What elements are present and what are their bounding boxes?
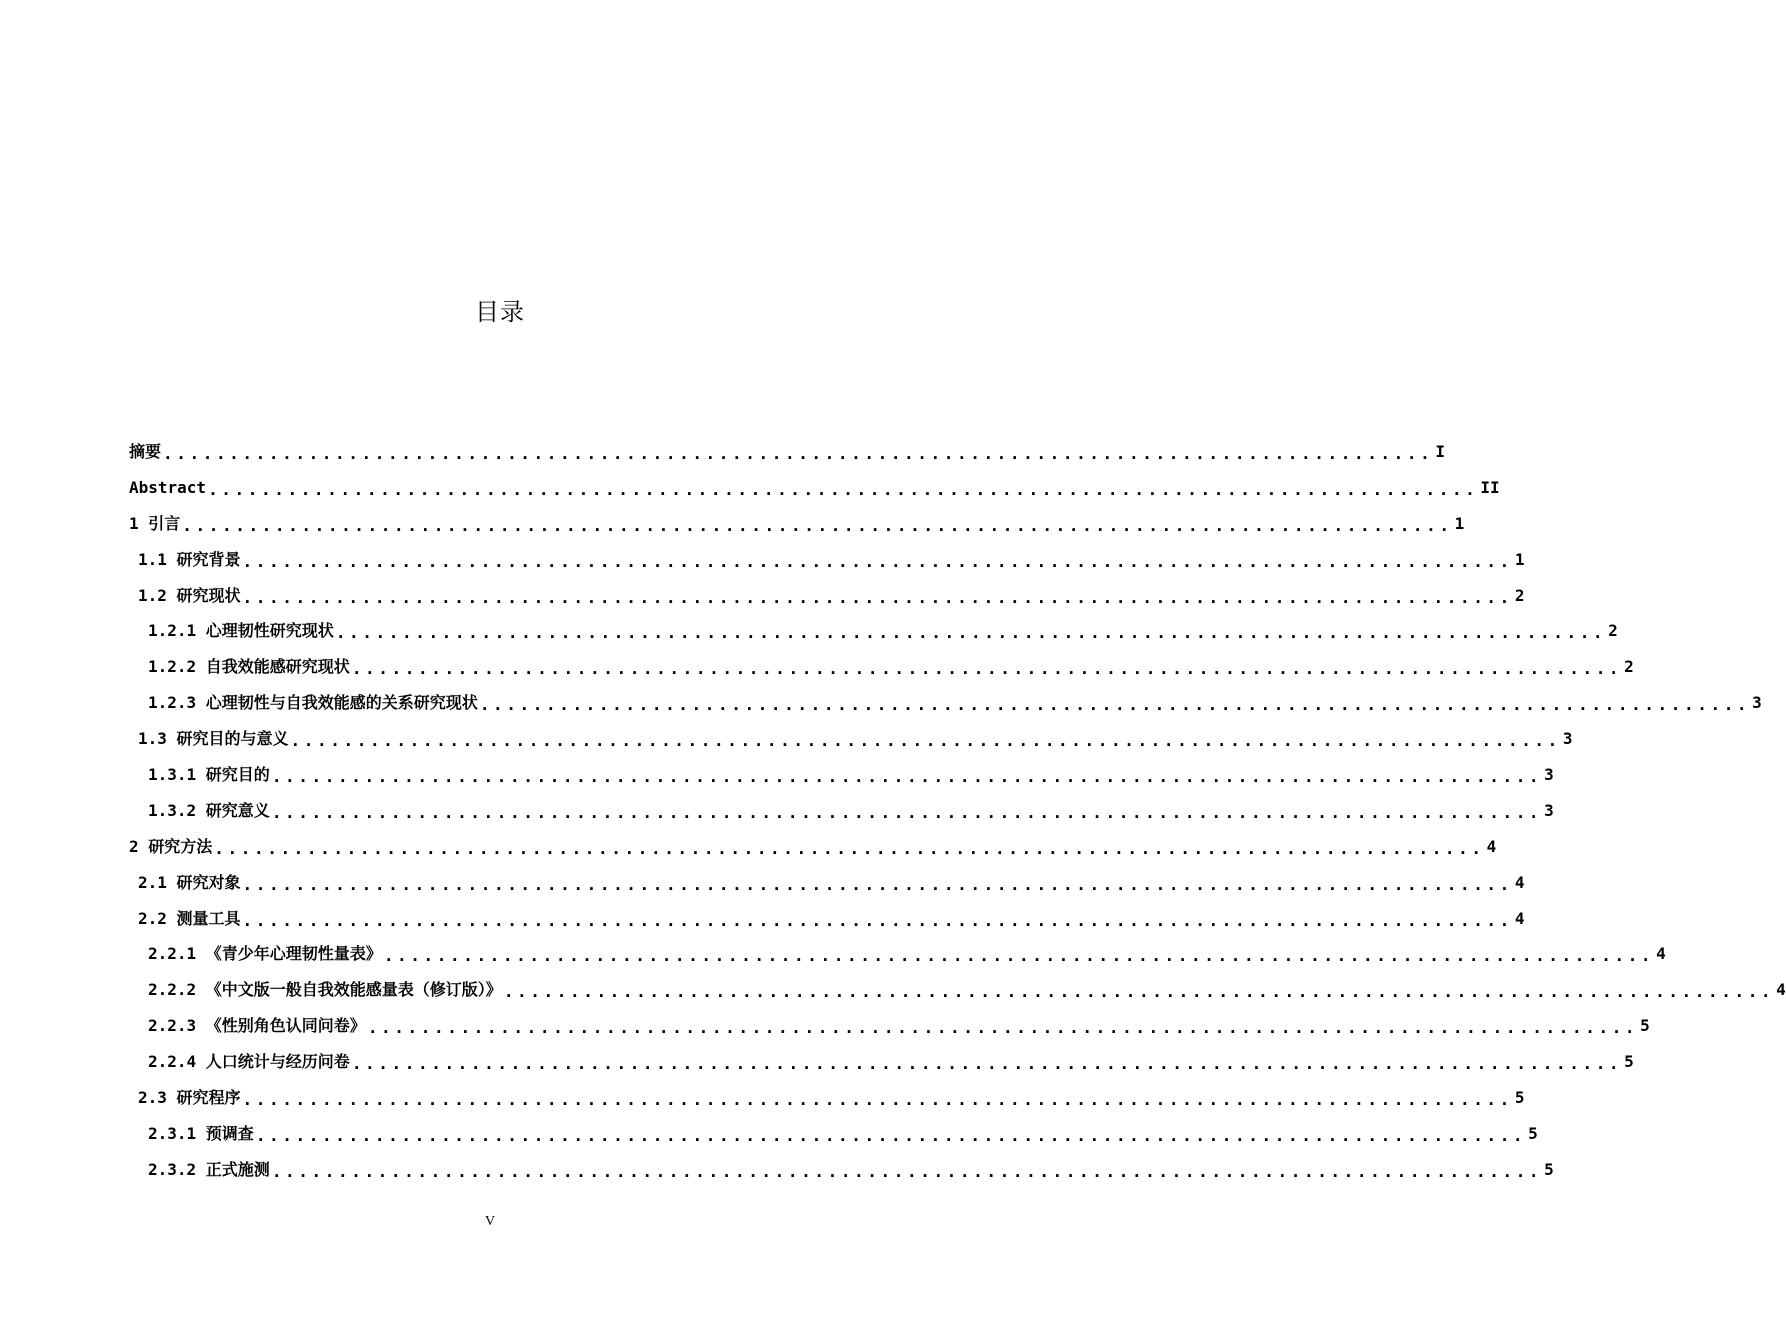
toc-entry-label: 1.3 研究目的与意义 [138,729,289,749]
toc-entry[interactable] [129,470,1500,506]
toc-entry-page: 3 [1544,764,1554,784]
toc-entry[interactable] [129,901,1525,937]
toc-entry[interactable] [129,685,1762,721]
toc-dot-leader: ................................................................................................ [271,1161,1543,1181]
toc-entry-label: 2.2.3 《性别角色认同问卷》 [148,1016,366,1036]
toc-entry[interactable] [129,1116,1538,1152]
toc-entry-label: 2.2 测量工具 [138,908,241,928]
toc-dot-leader: ................................................................................................ [351,1054,1623,1074]
toc-entry-page: 4 [1776,980,1786,1000]
toc-entry[interactable] [129,829,1497,865]
toc-entry-page: 4 [1514,872,1525,892]
toc-dot-leader: ................................................................................................ [271,766,1543,786]
toc-entry-label: 1.2.2 自我效能感研究现状 [148,657,350,677]
toc-dot-leader: ................................................................................................ [479,695,1751,715]
page-title: 目录 [475,298,525,326]
toc-entry[interactable] [129,1152,1554,1188]
toc-entry-page: 5 [1624,1052,1634,1072]
toc-entry[interactable] [129,757,1554,793]
toc-entry-page: 5 [1514,1087,1525,1107]
toc-dot-leader: ................................................................................................ [182,515,1453,535]
toc-dot-leader: ................................................................................................ [367,1018,1639,1038]
toc-entry-page: 2 [1608,621,1618,641]
toc-entry-page: 3 [1752,693,1762,713]
toc-entry[interactable] [129,613,1618,649]
toc-dot-leader: ................................................................................................ [242,1089,1513,1109]
toc-entry[interactable] [129,936,1666,972]
toc-entry-page: 4 [1656,944,1666,964]
toc-entry-label: 2.2.2 《中文版一般自我效能感量表（修订版）》 [148,980,502,1000]
toc-entry-label: 2.3 研究程序 [138,1087,241,1107]
toc-entry-label: 1.2.3 心理韧性与自我效能感的关系研究现状 [148,693,478,713]
toc-entry-page: 1 [1454,513,1465,533]
toc-dot-leader: ................................................................................................ [335,623,1607,643]
toc-entry-page: 5 [1528,1123,1538,1143]
toc-entry-label: 1.2 研究现状 [138,585,241,605]
toc-entry[interactable] [129,1008,1650,1044]
toc-entry[interactable] [129,793,1554,829]
toc-dot-leader: ................................................................................................ [383,946,1655,966]
toc-dot-leader: ................................................................................................ [214,838,1485,858]
toc-entry[interactable] [129,649,1634,685]
toc-dot-leader: ................................................................................................ [271,802,1543,822]
toc-entry[interactable] [129,506,1465,542]
toc-entry-label: 摘要 [129,441,162,461]
toc-dot-leader: ................................................................................................ [242,551,1513,571]
page-number: V [484,1214,496,1229]
toc-entry-label: Abstract [129,477,207,497]
toc-entry-label: 2 研究方法 [129,836,213,856]
toc-entry-page: 2 [1624,657,1634,677]
toc-entry[interactable] [129,542,1525,578]
toc-entry-page: 4 [1486,836,1497,856]
toc-entry-page: 3 [1562,729,1573,749]
toc-entry-label: 1 引言 [129,513,181,533]
toc-dot-leader: ................................................................................................ [503,982,1775,1002]
toc-entry[interactable] [129,865,1525,901]
toc-entry[interactable] [129,721,1573,757]
toc-entry-label: 1.3.2 研究意义 [148,800,270,820]
toc-entry-label: 1.1 研究背景 [138,549,241,569]
toc-entry-page: 1 [1514,549,1525,569]
toc-dot-leader: ................................................................................................ [290,731,1561,751]
toc-entry-label: 2.2.4 人口统计与经历问卷 [148,1052,350,1072]
toc-dot-leader: ................................................................................................ [163,443,1434,463]
toc-entry[interactable] [129,1080,1525,1116]
toc-entry-page: 4 [1514,908,1525,928]
toc-entry[interactable] [129,972,1786,1008]
toc-entry-label: 1.2.1 心理韧性研究现状 [148,621,334,641]
toc-entry-page: 5 [1640,1016,1650,1036]
toc-entry-page: II [1480,477,1500,497]
toc-dot-leader: ................................................................................................ [255,1125,1527,1145]
toc-entry-label: 2.3.1 预调查 [148,1123,254,1143]
toc-entry-page: 5 [1544,1159,1554,1179]
toc-entry-page: 3 [1544,800,1554,820]
toc-entry-label: 2.1 研究对象 [138,872,241,892]
toc-entry-label: 2.3.2 正式施测 [148,1159,270,1179]
table-of-contents [129,434,1786,1188]
toc-entry[interactable] [129,578,1525,614]
toc-dot-leader: ................................................................................................ [351,659,1623,679]
toc-entry-page: I [1435,441,1446,461]
toc-dot-leader: ................................................................................................ [242,874,1513,894]
toc-entry-label: 1.3.1 研究目的 [148,764,270,784]
toc-entry-label: 2.2.1 《青少年心理韧性量表》 [148,944,382,964]
toc-entry[interactable] [129,1044,1634,1080]
toc-dot-leader: ................................................................................................ [242,910,1513,930]
toc-entry-page: 2 [1514,585,1525,605]
toc-entry[interactable] [129,434,1446,470]
toc-dot-leader: ................................................................................................ [242,587,1513,607]
toc-dot-leader: ................................................................................................ [208,479,1479,499]
